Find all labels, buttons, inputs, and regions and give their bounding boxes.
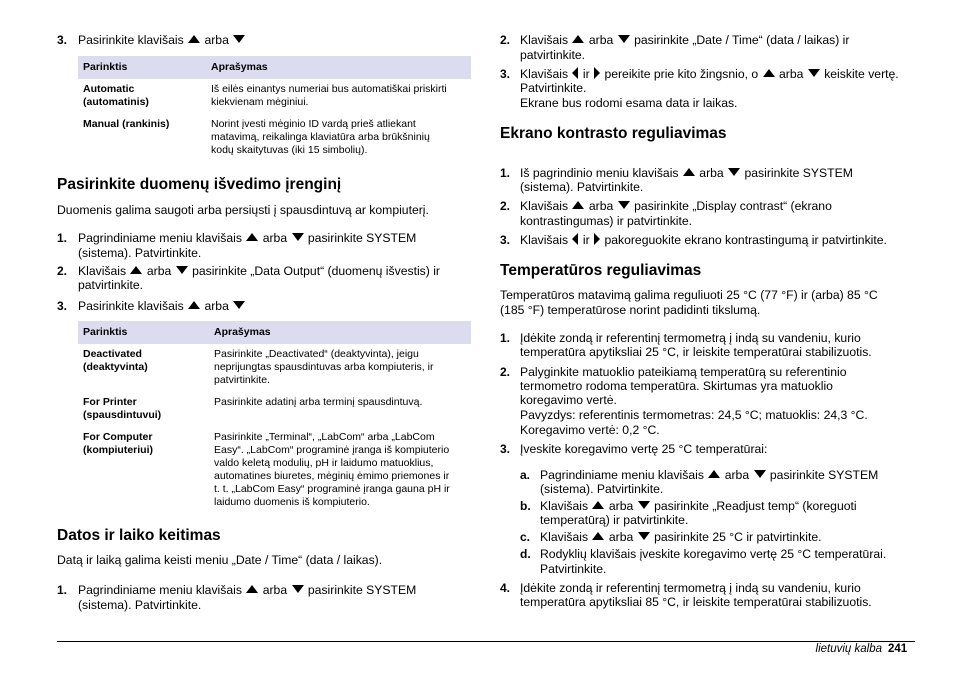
table-cell-description: Norint įvesti mėginio ID vardą prieš atliekant — [211, 118, 416, 130]
up-arrow-icon — [592, 532, 604, 540]
step-text-part: Klavišais — [520, 67, 569, 81]
step-text-part: arba — [204, 299, 229, 313]
step-number: 3. — [57, 299, 68, 313]
step-text-part: Klavišais — [540, 530, 589, 544]
step-number: 1. — [57, 583, 68, 597]
table-cell-description: kodų skaitytuvas (iki 15 simbolių). — [211, 144, 368, 156]
table-cell-description: valdo keletą modulių, pH ir laidumo matuoklius, — [214, 457, 434, 469]
step-text-part: pakoreguokite ekrano kontrastingumą ir patvirtinkite. — [604, 233, 887, 247]
step-number: 1. — [500, 166, 511, 180]
substep-letter: d. — [520, 547, 531, 561]
footer-language: lietuvių kalba — [815, 643, 882, 655]
step-text-part: Pagrindiniame meniu klavišais — [78, 583, 242, 597]
step-text-part: Klavišais — [78, 264, 127, 278]
step-text-part: Pasirinkite klavišais — [78, 299, 184, 313]
step-text — [78, 231, 416, 245]
table-cell-description: neprijungtas spausdintuvas arba kompiuteris, ir — [214, 361, 434, 373]
table-cell-description: automatines biuretes, mėginių ėmimo priemones ir — [214, 470, 450, 482]
step-text-part: arba — [146, 264, 172, 278]
substep-letter: c. — [520, 530, 531, 544]
step-text — [78, 299, 246, 313]
step-text-line: temperatūra apytiksliai 85 °C, ir leiskite temperatūrai stabilizuotis. — [520, 595, 872, 609]
step-text-line: koregavimo vertė. — [520, 393, 617, 407]
step-text — [78, 264, 440, 278]
table-cell-description: matavimą, reikalinga klaviatūra arba brūkšninių — [211, 131, 430, 143]
step-text-part: pasirinkite „Data Output“ (duomenų išvestis) ir — [192, 264, 440, 278]
step-text-part: arba — [262, 583, 288, 597]
down-arrow-icon — [808, 69, 820, 77]
right-arrow-icon — [594, 67, 600, 79]
up-arrow-icon — [188, 35, 200, 43]
down-arrow-icon — [292, 233, 304, 241]
step-number: 2. — [500, 199, 511, 213]
down-arrow-icon — [292, 585, 304, 593]
table-cell-option: Manual (rankinis) — [83, 118, 170, 130]
step-number: 2. — [500, 33, 511, 47]
down-arrow-icon — [176, 266, 188, 274]
substep-text — [540, 530, 822, 544]
table-cell-description: t. t. „LabCom Easy“ programinė įranga gauna pH ir — [214, 483, 450, 495]
step-text-part: Klavišais — [520, 233, 569, 247]
step-text-part: pasirinkite „Date / Time“ (data / laikas) ir — [634, 33, 850, 47]
step-number: 1. — [57, 231, 68, 245]
table-header — [78, 321, 471, 344]
step-number: 2. — [500, 365, 511, 379]
step-text-part: pasirinkite 25 °C ir patvirtinkite. — [654, 530, 822, 544]
options-table-data-output — [78, 321, 471, 516]
step-text — [78, 33, 246, 47]
up-arrow-icon — [246, 585, 258, 593]
step-text-part: pasirinkite SYSTEM — [307, 583, 417, 597]
step-text-line: Įdėkite zondą ir referentinį termometrą į indą su vandeniu, kurio — [520, 331, 861, 345]
step-text-part: Klavišais — [520, 33, 569, 47]
step-text-part: keiskite vertę. — [824, 67, 899, 81]
down-arrow-icon — [233, 301, 245, 309]
up-arrow-icon — [188, 301, 200, 309]
step-text-part: pasirinkite „Display contrast“ (ekrano — [634, 199, 832, 213]
table-cell-option: (spausdintuvui) — [83, 409, 162, 421]
down-arrow-icon — [233, 35, 245, 43]
step-text-line: Pavyzdys: referentinis termometras: 24,5 °C; matuoklis: 24,3 °C. — [520, 408, 868, 422]
step-text-part: arba — [204, 33, 229, 47]
step-number: 2. — [57, 264, 68, 278]
up-arrow-icon — [572, 35, 584, 43]
substep-text-line: Rodyklių klavišais įveskite koregavimo vertę 25 °C temperatūrai. — [540, 547, 887, 561]
table-cell-option: (kompiuteriui) — [83, 444, 153, 456]
step-text-part: arba — [724, 468, 750, 482]
up-arrow-icon — [246, 233, 258, 241]
table-cell-option: Automatic — [83, 83, 135, 95]
step-text-part: arba — [608, 530, 634, 544]
table-cell-description: Pasirinkite „Terminal“, „LabCom“ arba „LabCom — [214, 431, 435, 443]
substep-letter: b. — [520, 499, 531, 513]
table-header-description: Aprašymas — [211, 61, 268, 73]
up-arrow-icon — [572, 201, 584, 209]
down-arrow-icon — [638, 501, 650, 509]
table-cell-description: Iš eilės einantys numeriai bus automatiškai priskirti — [211, 83, 447, 95]
step-number: 3. — [500, 233, 511, 247]
section-heading-date-time: Datos ir laiko keitimas — [57, 527, 221, 544]
step-text-part: arba — [699, 166, 724, 180]
step-text — [520, 199, 832, 213]
table-header-option: Parinktis — [83, 326, 128, 338]
step-text-line: (sistema). Patvirtinkite. — [78, 598, 202, 612]
step-text-part: pasirinkite SYSTEM — [744, 166, 853, 180]
step-text-line: patvirtinkite. — [78, 278, 144, 292]
up-arrow-icon — [683, 168, 695, 176]
paragraph: Duomenis galima saugoti arba persiųsti į spausdintuvą ar kompiuterį. — [57, 203, 429, 217]
substep-text-line: Patvirtinkite. — [540, 562, 607, 576]
step-text-line: Įdėkite zondą ir referentinį termometrą į indą su vandeniu, kurio — [520, 581, 861, 595]
step-text-part: pasirinkite SYSTEM — [307, 231, 417, 245]
table-cell-option: Deactivated — [83, 348, 142, 360]
step-text — [520, 33, 849, 47]
up-arrow-icon — [592, 501, 604, 509]
section-heading-temperature: Temperatūros reguliavimas — [500, 262, 702, 279]
step-number: 3. — [57, 33, 68, 47]
step-text — [520, 233, 887, 247]
substep-letter: a. — [520, 468, 531, 482]
step-text-part: Pagrindiniame meniu klavišais — [78, 231, 242, 245]
table-cell-description: laidumo duomenis iš kompiuterio. — [214, 496, 370, 508]
left-arrow-icon — [572, 233, 578, 245]
up-arrow-icon — [130, 266, 142, 274]
up-arrow-icon — [763, 69, 775, 77]
step-text-part: arba — [262, 231, 288, 245]
table-cell-option: (automatinis) — [83, 96, 149, 108]
down-arrow-icon — [618, 201, 630, 209]
table-header-description: Aprašymas — [214, 326, 271, 338]
step-text-part: Klavišais — [520, 199, 569, 213]
step-number: 3. — [500, 67, 511, 81]
substep-text — [540, 468, 878, 482]
up-arrow-icon — [708, 470, 720, 478]
step-text-line: Įveskite koregavimo vertę 25 °C temperatūrai: — [520, 442, 768, 456]
table-cell-option: (deaktyvinta) — [83, 361, 148, 373]
table-cell-description: patvirtinkite. — [214, 374, 271, 386]
substep-text — [540, 499, 857, 513]
step-text-line: temperatūra apytiksliai 25 °C, ir leiskite temperatūrai stabilizuotis. — [520, 345, 872, 359]
table-header — [78, 56, 471, 79]
step-number: 4. — [500, 581, 511, 595]
down-arrow-icon — [618, 35, 630, 43]
table-header-option: Parinktis — [83, 61, 128, 73]
paragraph-line: Temperatūros matavimą galima reguliuoti 25 °C (77 °F) ir (arba) 85 °C — [500, 288, 878, 302]
paragraph-line: (185 °F) temperatūrose norint padidinti tikslumą. — [500, 303, 761, 317]
table-cell-description: Easy“. „LabCom“ programinė įranga iš kompiuterio — [214, 444, 450, 456]
step-text-line: Patvirtinkite. — [520, 81, 587, 95]
section-heading-data-output: Pasirinkite duomenų išvedimo įrenginį — [57, 176, 342, 193]
table-cell-option: For Printer — [83, 396, 137, 408]
step-text — [520, 67, 899, 81]
step-number: 1. — [500, 331, 511, 345]
step-text-part: pasirinkite SYSTEM — [769, 468, 879, 482]
step-text-line: (sistema). Patvirtinkite. — [78, 246, 202, 260]
step-text-part: Pagrindiniame meniu klavišais — [540, 468, 704, 482]
step-text-line: termometro rodoma temperatūra. Skirtumas yra matuoklio — [520, 379, 833, 393]
step-text-line: patvirtinkite. — [520, 48, 586, 62]
table-cell-option: For Computer — [83, 431, 153, 443]
section-heading-contrast: Ekrano kontrasto reguliavimas — [500, 125, 727, 142]
options-table-sample-id — [78, 56, 471, 166]
page-number: 241 — [888, 643, 908, 655]
down-arrow-icon — [754, 470, 766, 478]
paragraph: Datą ir laiką galima keisti meniu „Date / Time“ (data / laikas). — [57, 553, 383, 567]
step-text-part: arba — [588, 33, 614, 47]
step-text — [78, 583, 416, 597]
step-text-part: Klavišais — [540, 499, 589, 513]
step-text-line: Ekrane bus rodomi esama data ir laikas. — [520, 96, 738, 110]
step-text-part: Pasirinkite klavišais — [78, 33, 184, 47]
substep-text-line: (sistema). Patvirtinkite. — [540, 482, 664, 496]
step-text-part: arba — [588, 199, 614, 213]
down-arrow-icon — [638, 532, 650, 540]
step-text-line: Koregavimo vertė: 0,2 °C. — [520, 423, 660, 437]
footer-divider — [57, 641, 915, 642]
step-text-line: kontrastingumas) ir patvirtinkite. — [520, 214, 693, 228]
table-cell-description: Pasirinkite „Deactivated“ (deaktyvinta), jeigu — [214, 348, 419, 360]
step-text-line: (sistema). Patvirtinkite. — [520, 180, 644, 194]
step-text-line: Palyginkite matuoklio pateikiamą temperatūrą su referentinio — [520, 365, 847, 379]
step-text-part: pasirinkite „Readjust temp“ (koreguoti — [654, 499, 857, 513]
substep-text-line: temperatūrą) ir patvirtinkite. — [540, 513, 689, 527]
step-text-part: Iš pagrindinio meniu klavišais — [520, 166, 679, 180]
step-text-part: arba — [608, 499, 634, 513]
step-text-part: ir — [582, 233, 590, 247]
step-text-part: arba — [779, 67, 804, 81]
down-arrow-icon — [728, 168, 740, 176]
right-arrow-icon — [594, 233, 600, 245]
table-cell-description: kiekvienam mėginiui. — [211, 96, 309, 108]
step-text — [520, 166, 853, 180]
step-text-part: ir — [582, 67, 590, 81]
step-text-part: pereikite prie kito žingsnio, o — [604, 67, 759, 81]
left-arrow-icon — [572, 67, 578, 79]
table-cell-description: Pasirinkite adatinį arba terminį spausdintuvą. — [214, 396, 423, 408]
step-number: 3. — [500, 442, 511, 456]
